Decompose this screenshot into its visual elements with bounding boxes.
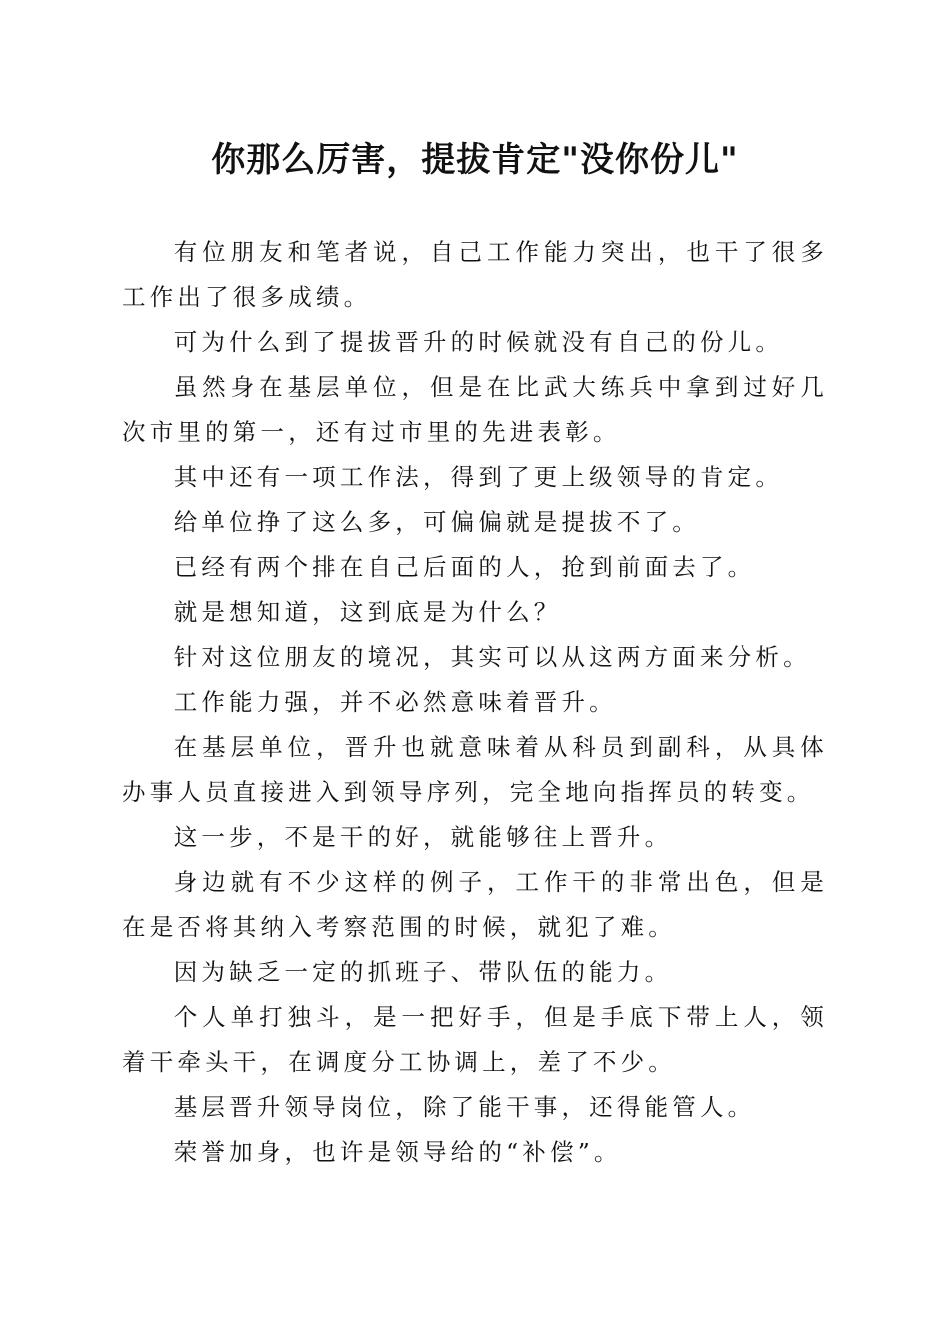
paragraph: 身边就有不少这样的例子，工作干的非常出色，但是在是否将其纳入考察范围的时候，就犯了难。 (122, 868, 828, 941)
paragraph: 荣誉加身，也许是领导给的“补偿”。 (173, 1138, 622, 1166)
paragraph: 在基层单位，晋升也就意味着从科员到副科，从具体办事人员直接进入到领导序列，完全地向指挥员的转变。 (122, 733, 828, 806)
paragraph: 基层晋升领导岗位，除了能干事，还得能管人。 (173, 1093, 756, 1121)
paragraph: 个人单打独斗，是一把好手，但是手底下带上人，领着干牵头干，在调度分工协调上，差了不少。 (122, 1003, 828, 1076)
paragraph: 因为缺乏一定的抓班子、带队伍的能力。 (173, 958, 673, 986)
paragraph: 有位朋友和笔者说，自己工作能力突出，也干了很多工作出了很多成绩。 (122, 238, 828, 311)
paragraph: 这一步，不是干的好，就能够往上晋升。 (173, 823, 673, 851)
paragraph: 工作能力强，并不必然意味着晋升。 (173, 688, 617, 716)
paragraph: 可为什么到了提拔晋升的时候就没有自己的份儿。 (173, 328, 784, 356)
paragraph: 针对这位朋友的境况，其实可以从这两方面来分析。 (173, 643, 811, 671)
paragraph: 就是想知道，这到底是为什么？ (173, 598, 562, 626)
paragraph: 其中还有一项工作法，得到了更上级领导的肯定。 (173, 463, 784, 491)
paragraph: 虽然身在基层单位，但是在比武大练兵中拿到过好几次市里的第一，还有过市里的先进表彰。 (122, 373, 828, 446)
document-title: 你那么厉害，提拔肯定"没你份儿" (211, 140, 739, 180)
document-body (122, 230, 828, 1175)
paragraph: 已经有两个排在自己后面的人，抢到前面去了。 (173, 553, 756, 581)
paragraph: 给单位挣了这么多，可偏偏就是提拔不了。 (173, 508, 700, 536)
